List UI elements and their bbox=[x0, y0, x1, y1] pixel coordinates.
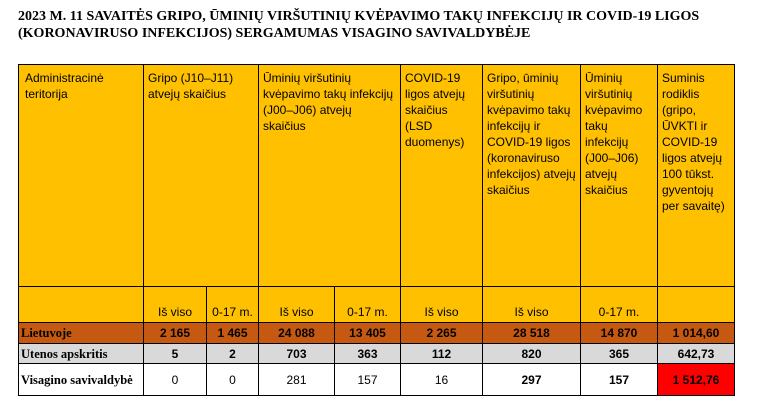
cell-gripo-017: 1 465 bbox=[207, 323, 259, 344]
header-combined: Gripo, ūminių viršutinių kvėpavimo takų infekcijų ir COVID-19 ligos (koronaviruso infekcijos) atvejų skaičius bbox=[483, 65, 581, 287]
sickness-table bbox=[18, 64, 735, 396]
cell-gripo-total: 0 bbox=[144, 364, 207, 396]
subheader-combined-total: Iš viso bbox=[483, 287, 581, 323]
subheader-empty bbox=[19, 287, 144, 323]
row-name: Lietuvoje bbox=[19, 323, 144, 344]
subheader-gripo-017: 0-17 m. bbox=[207, 287, 259, 323]
subheader-suminis-empty bbox=[658, 287, 735, 323]
table-row-utenos bbox=[19, 344, 735, 364]
cell-uvkti2-017: 157 bbox=[581, 364, 658, 396]
row-name: Visagino savivaldybė bbox=[19, 364, 144, 396]
header-suminis: Suminis rodiklis (gripo, ŪVKTI ir COVID-19 ligos atvejų 100 tūkst. gyventojų per savaitę) bbox=[658, 65, 735, 287]
cell-suminis: 1 512,76 bbox=[658, 364, 735, 396]
header-uvkti: Ūminių viršutinių kvėpavimo takų infekcijų (J00–J06) atvejų skaičius bbox=[259, 65, 401, 287]
table-row-visagino bbox=[19, 364, 735, 396]
cell-combined-total: 820 bbox=[483, 344, 581, 364]
cell-uvkti-total: 281 bbox=[259, 364, 335, 396]
cell-combined-total: 28 518 bbox=[483, 323, 581, 344]
subheader-covid-total: Iš viso bbox=[401, 287, 483, 323]
cell-uvkti-total: 703 bbox=[259, 344, 335, 364]
cell-uvkti2-017: 365 bbox=[581, 344, 658, 364]
header-admin: Administracinė teritorija bbox=[19, 65, 144, 287]
cell-uvkti2-017: 14 870 bbox=[581, 323, 658, 344]
page-title bbox=[18, 8, 748, 42]
row-name: Utenos apskritis bbox=[19, 344, 144, 364]
subheader-uvkti-total: Iš viso bbox=[259, 287, 335, 323]
cell-combined-total: 297 bbox=[483, 364, 581, 396]
cell-suminis: 642,73 bbox=[658, 344, 735, 364]
header-covid: COVID-19 ligos atvejų skaičius (LSD duomenys) bbox=[401, 65, 483, 287]
table-row-lietuvoje bbox=[19, 323, 735, 344]
cell-gripo-total: 2 165 bbox=[144, 323, 207, 344]
subheader-uvkti-017: 0-17 m. bbox=[335, 287, 401, 323]
subheader-uvkti2-017: 0-17 m. bbox=[581, 287, 658, 323]
cell-gripo-017: 0 bbox=[207, 364, 259, 396]
title-line-2: (KORONAVIRUSO INFEKCIJOS) SERGAMUMAS VISAGINO SAVIVALDYBĖJE bbox=[18, 26, 531, 41]
subheader-row bbox=[19, 287, 735, 323]
cell-gripo-017: 2 bbox=[207, 344, 259, 364]
header-gripo: Gripo (J10–J11) atvejų skaičius bbox=[144, 65, 259, 287]
cell-uvkti-017: 13 405 bbox=[335, 323, 401, 344]
cell-covid-total: 112 bbox=[401, 344, 483, 364]
cell-uvkti-total: 24 088 bbox=[259, 323, 335, 344]
title-line-1: 2023 M. 11 SAVAITĖS GRIPO, ŪMINIŲ VIRŠUTINIŲ KVĖPAVIMO TAKŲ INFEKCIJŲ IR COVID-19 LIGOS bbox=[18, 9, 700, 24]
cell-gripo-total: 5 bbox=[144, 344, 207, 364]
header-uvkti-017: Ūminių viršutinių kvėpavimo takų infekcijų (J00–J06) atvejų skaičius bbox=[581, 65, 658, 287]
subheader-gripo-total: Iš viso bbox=[144, 287, 207, 323]
cell-uvkti-017: 363 bbox=[335, 344, 401, 364]
cell-suminis: 1 014,60 bbox=[658, 323, 735, 344]
cell-covid-total: 16 bbox=[401, 364, 483, 396]
header-row bbox=[19, 65, 735, 287]
cell-uvkti-017: 157 bbox=[335, 364, 401, 396]
cell-covid-total: 2 265 bbox=[401, 323, 483, 344]
